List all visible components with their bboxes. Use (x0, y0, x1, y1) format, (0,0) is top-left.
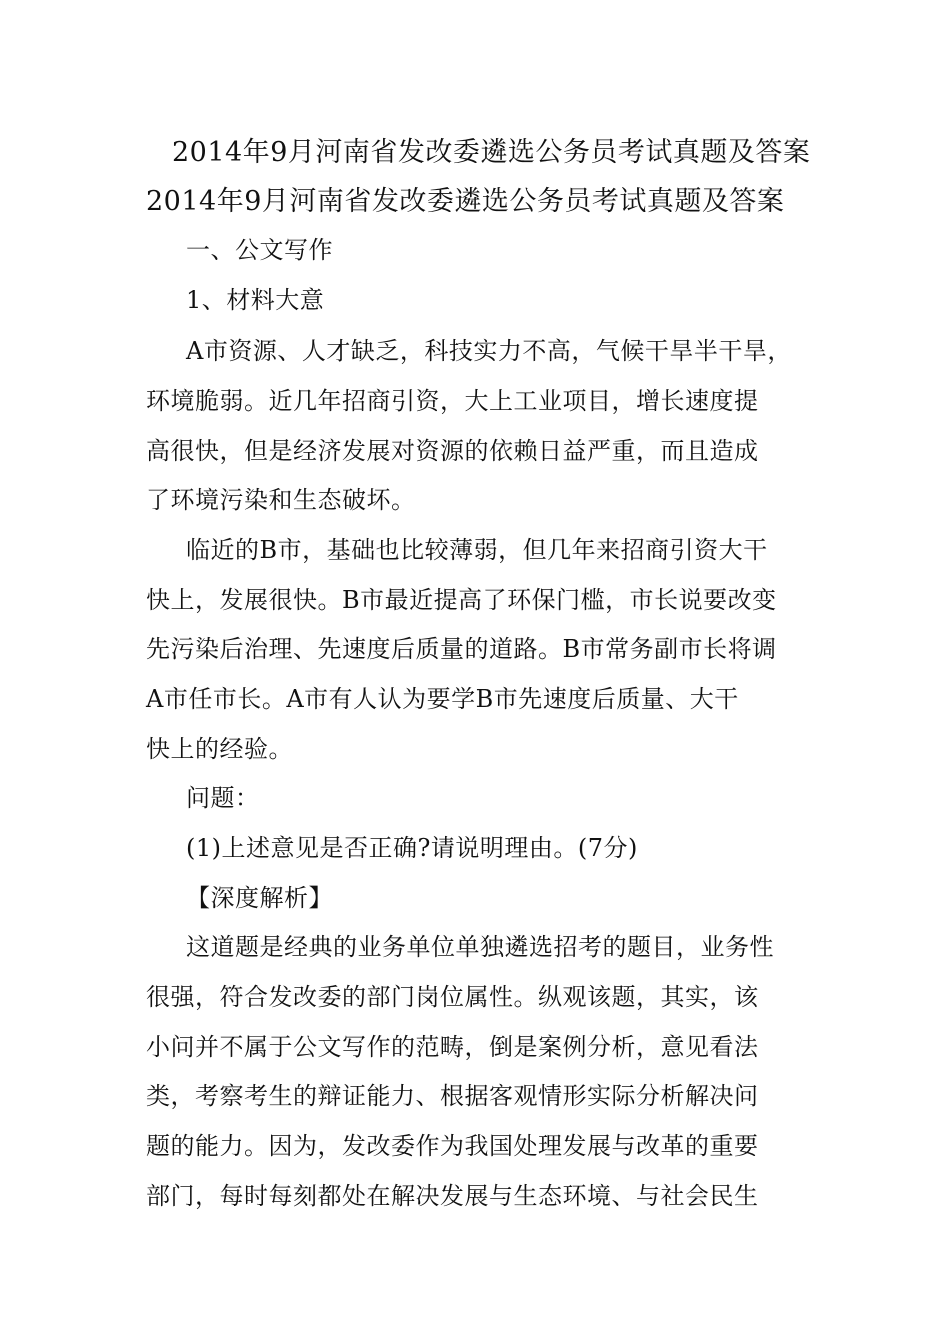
paragraph-line: 快上的经验。 (146, 735, 293, 763)
paragraph-line: 临近的B市，基础也比较薄弱，但几年来招商引资大干 (186, 536, 768, 564)
document-title: 2014年9月河南省发改委遴选公务员考试真题及答案 (172, 137, 811, 168)
paragraph-line: 小问并不属于公文写作的范畴，倒是案例分析，意见看法 (146, 1033, 759, 1061)
document-title-repeat: 2014年9月河南省发改委遴选公务员考试真题及答案 (146, 186, 785, 217)
paragraph-line: 先污染后治理、先速度后质量的道路。B市常务副市长将调 (146, 635, 777, 663)
paragraph-line: A市任市长。A市有人认为要学B市先速度后质量、大干 (146, 685, 739, 713)
paragraph-line: 了环境污染和生态破坏。 (146, 486, 416, 514)
paragraph-line: 题的能力。因为，发改委作为我国处理发展与改革的重要 (146, 1132, 759, 1160)
paragraph-line: 环境脆弱。近几年招商引资，大上工业项目，增长速度提 (146, 387, 759, 415)
question-label: 问题： (186, 784, 260, 812)
paragraph-line: 类，考察考生的辩证能力、根据客观情形实际分析解决问 (146, 1082, 759, 1110)
subsection-heading: 1、材料大意 (186, 286, 325, 314)
paragraph-line: 高很快，但是经济发展对资源的依赖日益严重，而且造成 (146, 437, 759, 465)
question-1: (1)上述意见是否正确?请说明理由。(7分) (186, 834, 638, 862)
paragraph-line: 这道题是经典的业务单位单独遴选招考的题目，业务性 (186, 933, 774, 961)
section-heading: 一、公文写作 (186, 236, 333, 264)
paragraph-line: 很强，符合发改委的部门岗位属性。纵观该题，其实，该 (146, 983, 759, 1011)
analysis-heading: 【深度解析】 (186, 884, 333, 912)
paragraph-line: 部门，每时每刻都处在解决发展与生态环境、与社会民生 (146, 1182, 759, 1210)
paragraph-line: A市资源、人才缺乏，科技实力不高，气候干旱半干旱， (186, 337, 792, 365)
paragraph-line: 快上，发展很快。B市最近提高了环保门槛，市长说要改变 (146, 586, 777, 614)
